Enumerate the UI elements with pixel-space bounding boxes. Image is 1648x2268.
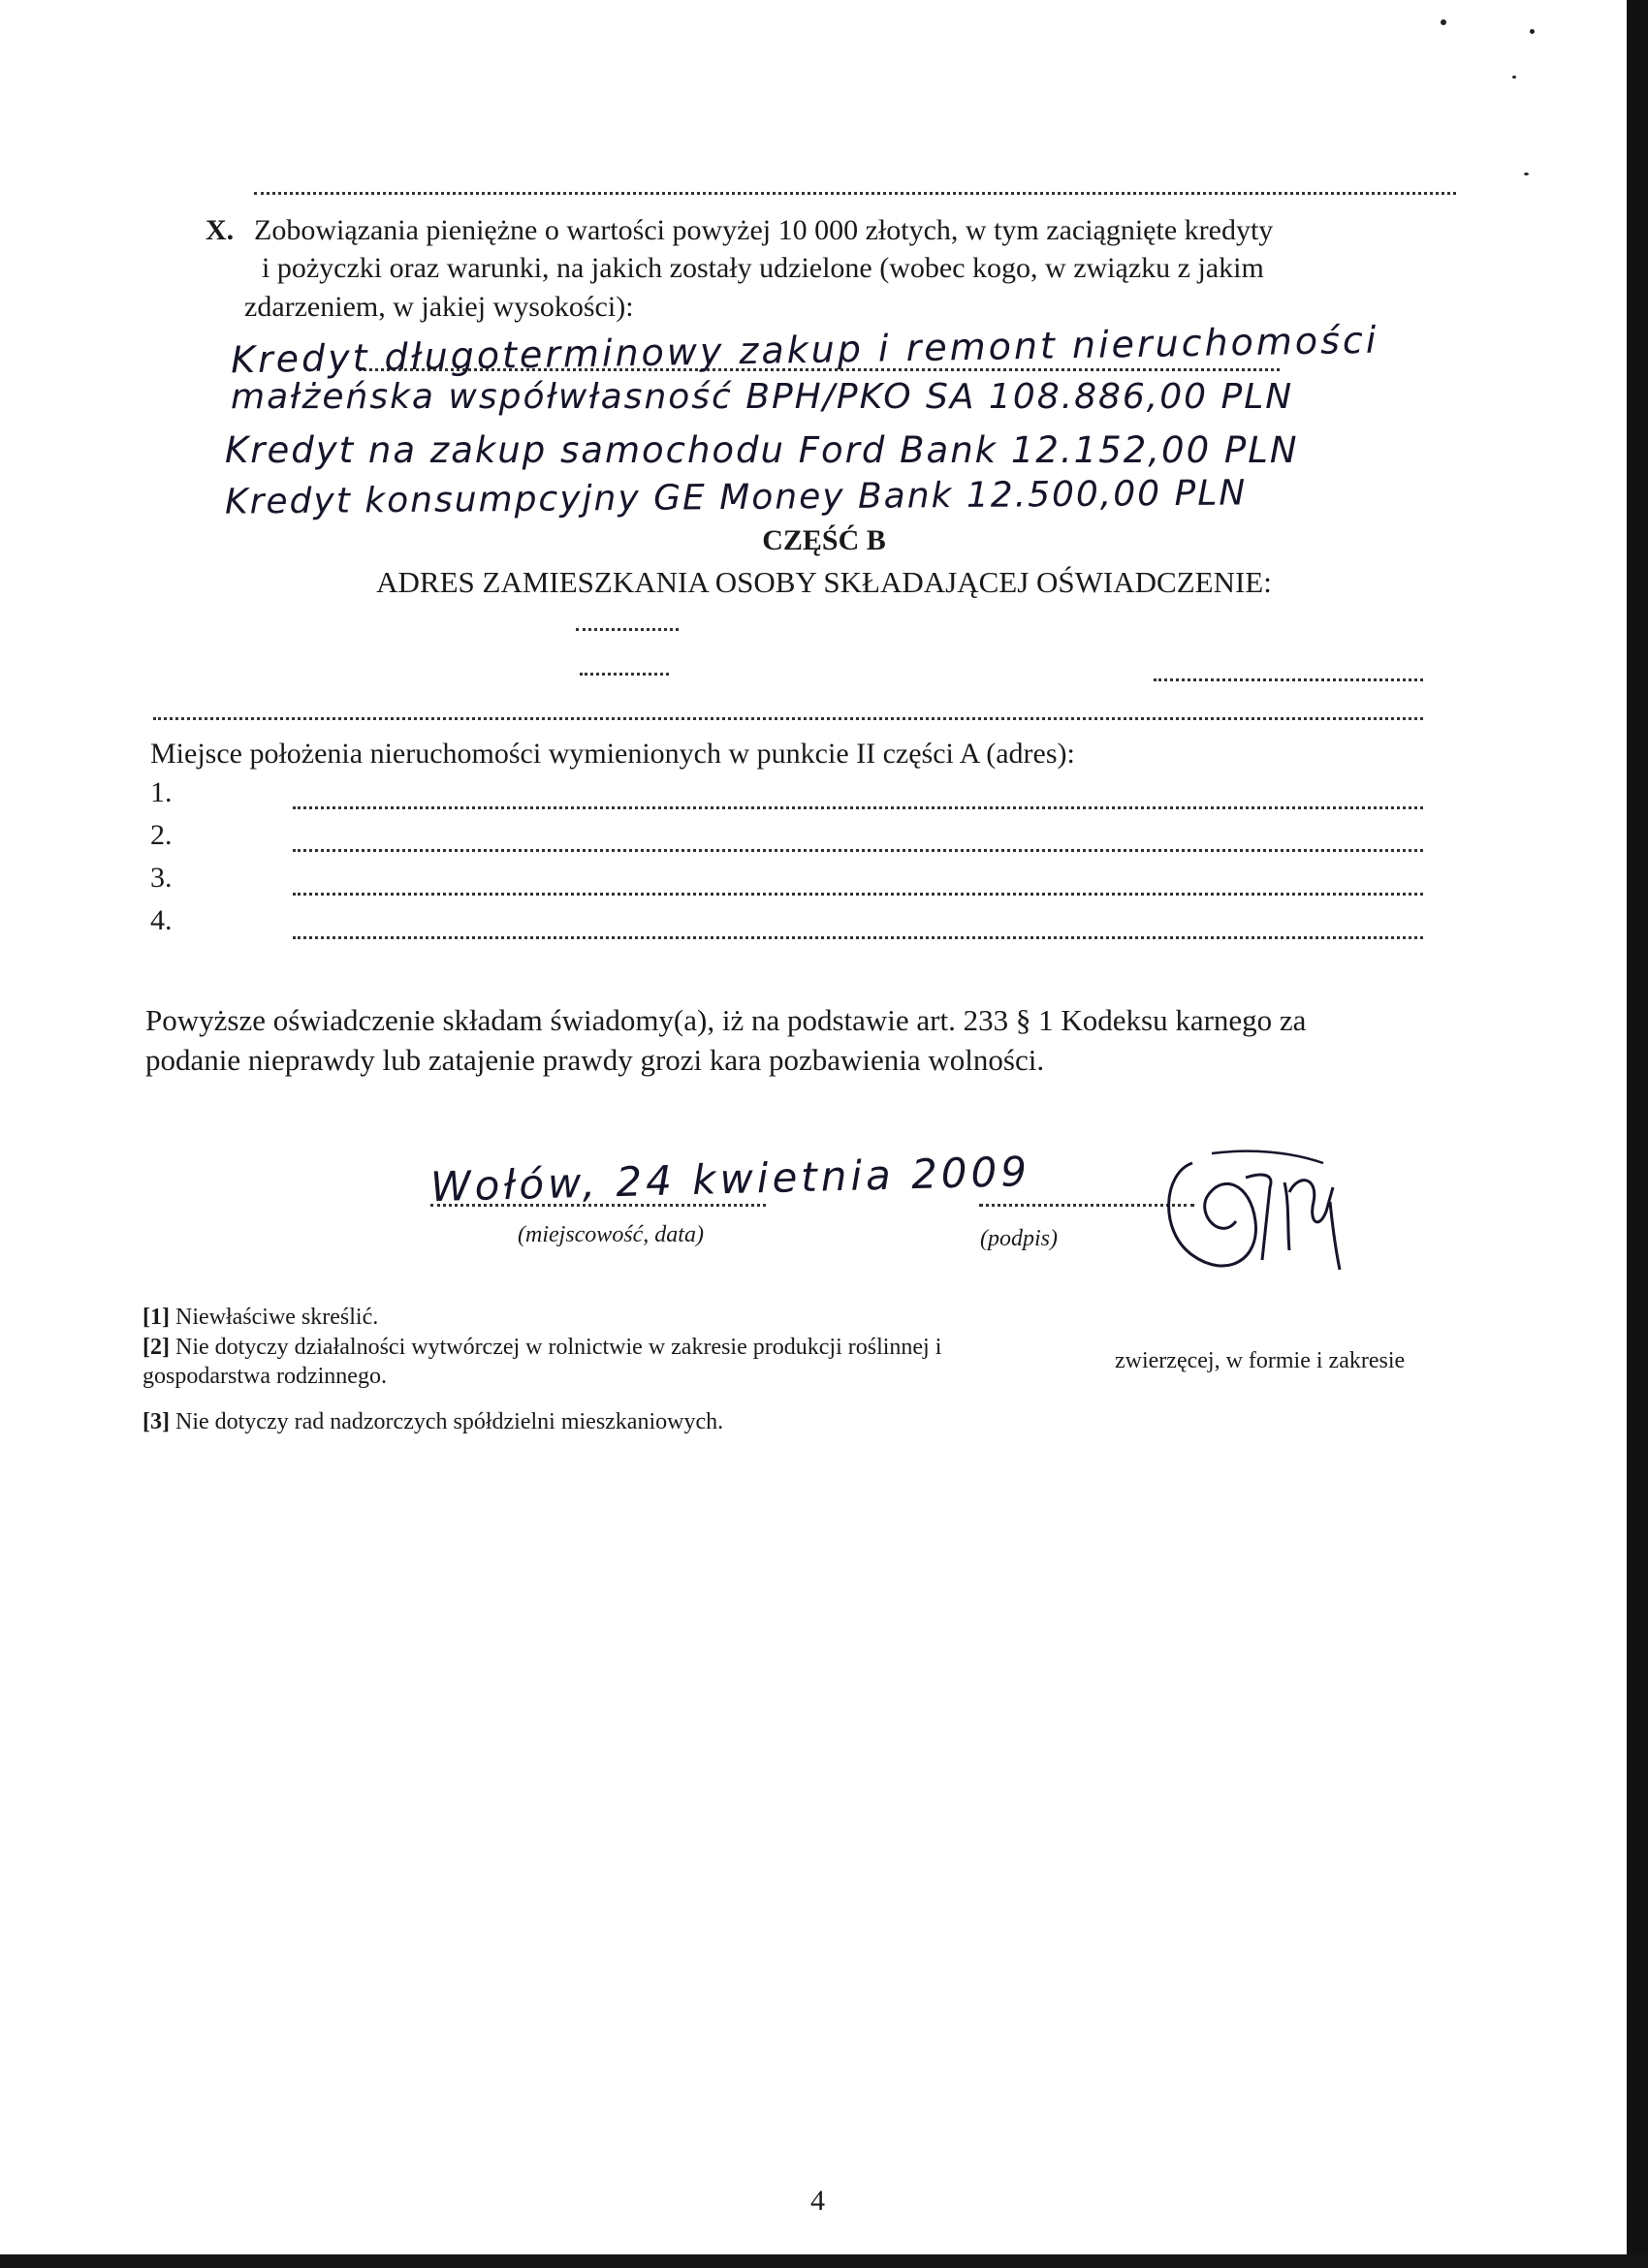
- footnote-1-text: Niewłaściwe skreślić.: [174, 1305, 379, 1330]
- place-date-label: (miejscowość, data): [518, 1222, 704, 1247]
- property-address-line: [293, 893, 1423, 896]
- signature-label: (podpis): [980, 1226, 1058, 1251]
- section-x-text-line3: zdarzeniem, w jakiej wysokości):: [244, 291, 634, 323]
- dotted-line: [576, 628, 679, 631]
- property-item-number: 2.: [150, 819, 173, 851]
- footnote-3: [143, 1409, 723, 1436]
- scan-speck: [1512, 76, 1516, 79]
- property-item-number: 3.: [150, 862, 173, 894]
- scan-speck: [1524, 173, 1529, 175]
- declaration-line2: podanie nieprawdy lub zatajenie prawdy grozi kara pozbawienia wolności.: [145, 1043, 1045, 1077]
- page-number: 4: [810, 2185, 825, 2217]
- property-address-line: [293, 806, 1423, 809]
- footnote-2: [143, 1335, 941, 1362]
- section-x-text-line1: Zobowiązania pieniężne o wartości powyżej 10 000 złotych, w tym zaciągnięte kredyty: [254, 214, 1274, 246]
- footnote-2-text-a: Nie dotyczy działalności wytwórczej w rolnictwie w zakresie produkcji roślinnej i: [174, 1335, 942, 1360]
- handwritten-entry-1: Kredyt długoterminowy zakup i remont nieruchomości: [230, 318, 1379, 382]
- footnote-2-continuation: zwierzęcej, w formie i zakresie: [1115, 1348, 1406, 1373]
- property-item-number: 4.: [150, 904, 173, 936]
- scan-dark-edge-bottom: [0, 2254, 1648, 2268]
- handwritten-place-date: Wołów, 24 kwietnia 2009: [429, 1147, 1031, 1212]
- scan-speck: [1530, 29, 1535, 34]
- footnote-3-text: Nie dotyczy rad nadzorczych spółdzielni mieszkaniowych.: [174, 1409, 724, 1434]
- footnote-1: [143, 1305, 378, 1332]
- scan-dark-edge-right: [1627, 0, 1648, 2268]
- footnote-2-last-line: gospodarstwa rodzinnego.: [143, 1364, 387, 1389]
- dotted-line: [254, 192, 1456, 195]
- dotted-line: [153, 717, 1423, 720]
- property-address-line: [293, 936, 1423, 939]
- handwritten-entry-4: Kredyt konsumpcyjny GE Money Bank 12.500,00 PLN: [224, 473, 1248, 522]
- footnote-2-marker: [2]: [143, 1335, 170, 1360]
- property-item-number: 1.: [150, 776, 173, 808]
- place-date-line: [430, 1204, 766, 1207]
- declaration-line1: Powyższe oświadczenie składam świadomy(a), iż na podstawie art. 233 § 1 Kodeksu karnego za: [145, 1003, 1307, 1037]
- properties-intro: Miejsce położenia nieruchomości wymienionych w punkcie II części A (adres):: [150, 738, 1075, 770]
- handwritten-entry-3: Kredyt na zakup samochodu Ford Bank 12.152,00 PLN: [225, 429, 1299, 471]
- dotted-line: [580, 673, 669, 676]
- handwritten-entry-2: małżeńska współwłasność BPH/PKO SA 108.886,00 PLN: [231, 377, 1294, 417]
- part-b-title: CZĘŚĆ B: [762, 524, 886, 556]
- section-x-text-line2: i pożyczki oraz warunki, na jakich zostały udzielone (wobec kogo, w związku z jakim: [262, 252, 1264, 284]
- footnote-3-marker: [3]: [143, 1409, 170, 1434]
- footnote-1-marker: [1]: [143, 1305, 170, 1330]
- scan-speck: [1441, 19, 1446, 25]
- section-x-marker: X.: [206, 214, 235, 246]
- property-address-line: [293, 849, 1423, 852]
- dotted-line: [1154, 678, 1423, 681]
- handwritten-signature: [1154, 1144, 1377, 1289]
- part-b-subtitle: ADRES ZAMIESZKANIA OSOBY SKŁADAJĄCEJ OŚWIADCZENIE:: [376, 565, 1272, 599]
